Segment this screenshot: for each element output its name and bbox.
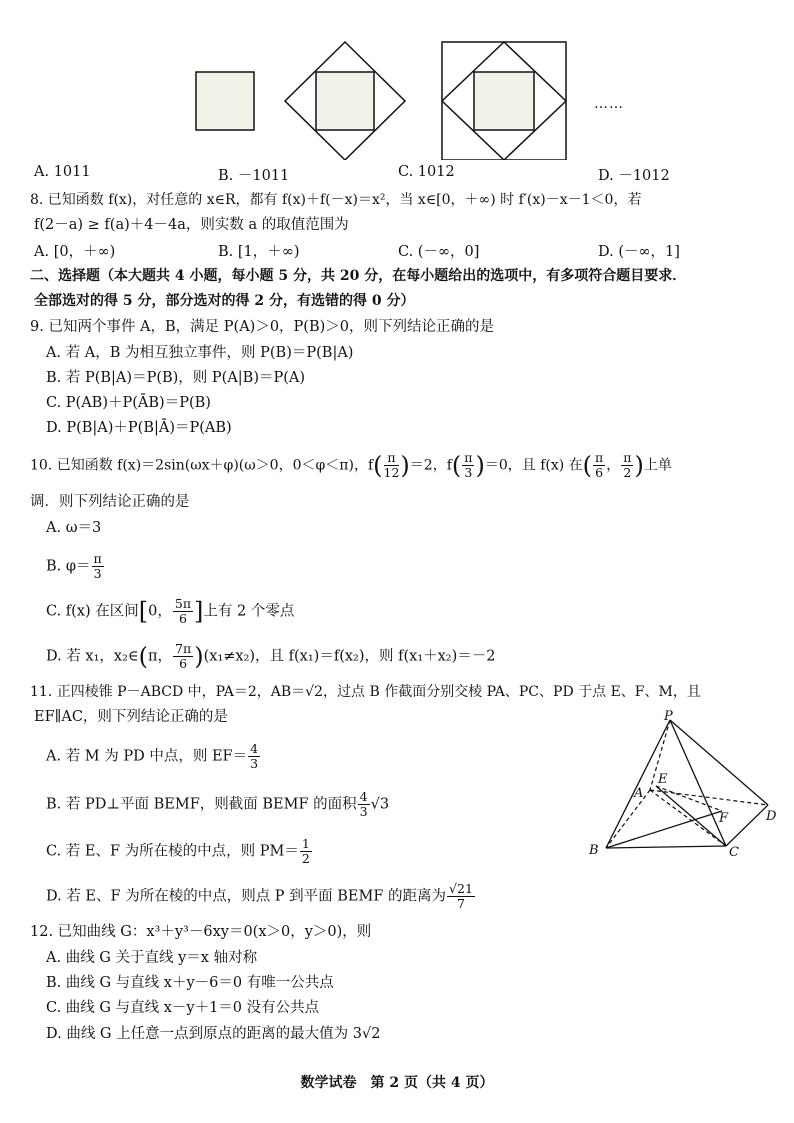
q9-stem: 9. 已知两个事件 A，B，满足 P(A)＞0，P(B)＞0，则下列结论正确的是 (30, 319, 495, 335)
q11-option-d: D. 若 E、F 为所在棱的中点，则点 P 到平面 BEMF 的距离为 $\frac{√21}{7}$ (46, 881, 473, 911)
q7-option-b: B. －1011 (218, 168, 290, 184)
q10-option-b: B. φ＝ $\frac{\pi}{3}$ (46, 551, 102, 581)
q8-option-a: A. [0，＋∞) (34, 244, 116, 260)
q9-option-b: B. 若 P(B|A)＝P(B)，则 P(A|B)＝P(A) (46, 370, 306, 386)
q12-option-d: D. 曲线 G 上任意一点到原点的距离的最大值为 3√2 (46, 1026, 381, 1042)
q7-option-a: A. 1011 (34, 164, 91, 180)
label-D: D (766, 809, 777, 824)
q12-option-b: B. 曲线 G 与直线 x＋y－6＝0 有唯一公共点 (46, 975, 334, 991)
q10-option-a: A. ω＝3 (46, 520, 102, 536)
q12-option-c: C. 曲线 G 与直线 x－y＋1＝0 没有公共点 (46, 1000, 320, 1016)
q9-option-c: C. P(AB)＋P(ĀB)＝P(B) (46, 395, 211, 411)
label-B: B (589, 843, 599, 858)
q9-option-d: D. P(B|A)＋P(B|Ā)＝P(AB) (46, 420, 232, 436)
q8-stem-line1: 8. 已知函数 f(x)，对任意的 x∈R，都有 f(x)＋f(－x)＝x²，当 x∈[0，＋∞) 时 f′(x)－x－1＜0，若 (30, 192, 642, 208)
q11-option-a: A. 若 M 为 PD 中点，则 EF＝ $\frac{4}{3}$ (46, 741, 259, 771)
label-P: P (664, 709, 673, 724)
q8-option-b: B. [1，＋∞) (218, 244, 300, 260)
q8-option-d: D. (－∞，1] (598, 244, 680, 260)
q7-option-c: C. 1012 (398, 164, 455, 180)
label-C: C (729, 845, 739, 860)
label-A: A (634, 786, 644, 801)
page-footer: 数学试卷 第 2 页（共 4 页） (300, 1075, 494, 1091)
q10-stem-line1: 10. 已知函数 f(x)＝2sin(ωx＋φ)(ω＞0，0＜φ＜π)，f( $\frac{\pi}{12}$ )＝2，f( $\frac{\pi}{3}$ )＝0，且 f(x) 在( $\frac{\pi}{6}$ ， $\frac{\pi}{2}$ )上单 (30, 450, 672, 480)
q11-option-c: C. 若 E、F 为所在棱的中点，则 PM＝ $\frac{1}{2}$ (46, 836, 310, 866)
square-fig1 (196, 72, 254, 130)
ellipsis: …… (594, 96, 624, 112)
nested-squares-figure (180, 30, 620, 160)
section2-header-line1: 二、选择题（本大题共 4 小题，每小题 5 分，共 20 分，在每小题给出的选项中，有多项符合题目要求． (30, 268, 687, 284)
q9-option-a: A. 若 A，B 为相互独立事件，则 P(B)＝P(B|A) (46, 345, 354, 361)
label-F: F (719, 811, 729, 826)
q10-stem-line2: 调．则下列结论正确的是 (30, 494, 190, 510)
q10-option-d: D. 若 x₁，x₂∈(π， $\frac{7\pi}{6}$ )(x₁≠x₂)，且 f(x₁)＝f(x₂)，则 f(x₁＋x₂)＝－2 (46, 641, 496, 671)
q7-option-d: D. －1012 (598, 168, 670, 184)
square-fig2 (316, 72, 374, 130)
section2-header-line2: 全部选对的得 5 分，部分选对的得 2 分，有选错的得 0 分） (34, 293, 415, 309)
q12-option-a: A. 曲线 G 关于直线 y＝x 轴对称 (46, 950, 258, 966)
q10-option-c: C. f(x) 在区间[0， $\frac{5\pi}{6}$ ]上有 2 个零点 (46, 596, 295, 626)
q12-stem: 12. 已知曲线 G：x³＋y³－6xy＝0(x＞0，y＞0)，则 (30, 924, 372, 940)
pyramid-figure (584, 708, 784, 864)
q8-stem-line2: f(2－a) ≥ f(a)＋4－4a，则实数 a 的取值范围为 (34, 217, 349, 233)
q8-option-c: C. (－∞，0] (398, 244, 480, 260)
q11-stem-line2: EF∥AC，则下列结论正确的是 (34, 709, 228, 725)
square-fig3 (474, 72, 534, 130)
label-E: E (658, 772, 668, 787)
q11-stem-line1: 11. 正四棱锥 P－ABCD 中，PA＝2，AB＝√2，过点 B 作截面分别交棱 PA、PC、PD 于点 E、F、M，且 (30, 684, 701, 700)
q11-option-b: B. 若 PD⊥平面 BEMF，则截面 BEMF 的面积 $\frac{4}{3}$ √3 (46, 789, 390, 819)
